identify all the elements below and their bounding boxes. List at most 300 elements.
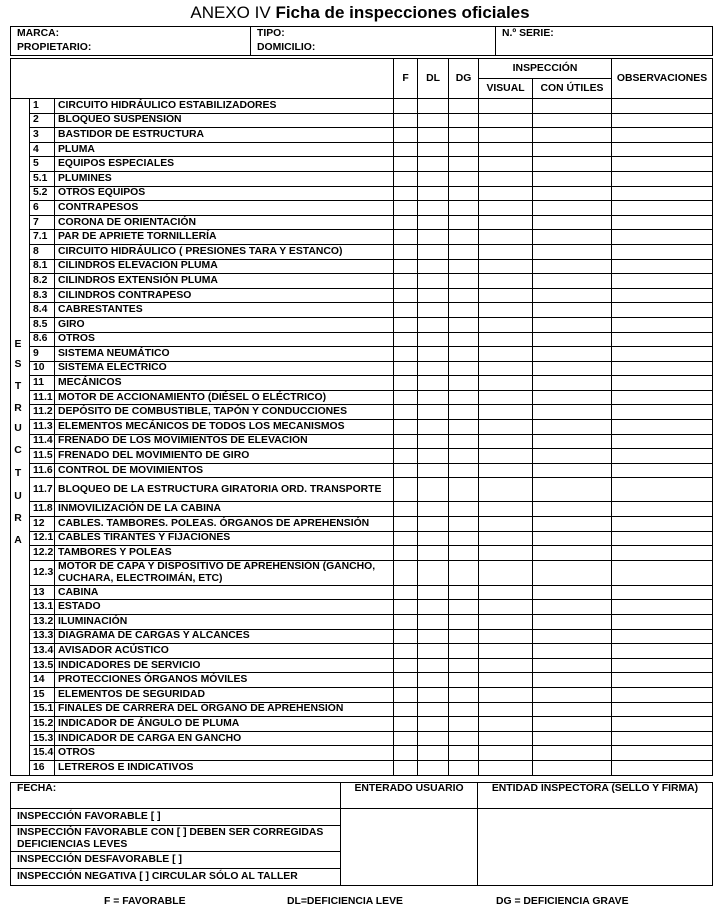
- check-con-utiles[interactable]: [533, 376, 612, 391]
- check-con-utiles[interactable]: [533, 760, 612, 775]
- check-dl[interactable]: [418, 274, 449, 289]
- side-cell: [11, 673, 30, 688]
- check-f[interactable]: [394, 332, 418, 347]
- observaciones-cell[interactable]: [612, 186, 713, 201]
- check-f[interactable]: [394, 600, 418, 615]
- check-dl[interactable]: [418, 361, 449, 376]
- check-con-utiles[interactable]: [533, 731, 612, 746]
- check-con-utiles[interactable]: [533, 546, 612, 561]
- observaciones-cell[interactable]: [612, 531, 713, 546]
- check-con-utiles[interactable]: [533, 746, 612, 761]
- check-dg[interactable]: [449, 731, 479, 746]
- check-con-utiles[interactable]: [533, 244, 612, 259]
- marca-field[interactable]: MARCA:: [11, 27, 251, 42]
- check-dg[interactable]: [449, 478, 479, 502]
- inspeccion-favorable-con[interactable]: INSPECCIÓN FAVORABLE CON [ ] DEBEN SER CORREGIDAS DEFICIENCIAS LEVES: [11, 826, 341, 852]
- check-visual[interactable]: [479, 230, 533, 245]
- check-f[interactable]: [394, 502, 418, 517]
- check-f[interactable]: [394, 644, 418, 659]
- check-con-utiles[interactable]: [533, 390, 612, 405]
- check-dl[interactable]: [418, 157, 449, 172]
- observaciones-cell[interactable]: [612, 600, 713, 615]
- check-dg[interactable]: [449, 463, 479, 478]
- check-visual[interactable]: [479, 244, 533, 259]
- check-f[interactable]: [394, 687, 418, 702]
- check-dl[interactable]: [418, 717, 449, 732]
- check-f[interactable]: [394, 463, 418, 478]
- check-dl[interactable]: [418, 230, 449, 245]
- check-visual[interactable]: [479, 113, 533, 128]
- check-dl[interactable]: [418, 644, 449, 659]
- check-visual[interactable]: [479, 361, 533, 376]
- observaciones-cell[interactable]: [612, 478, 713, 502]
- observaciones-cell[interactable]: [612, 347, 713, 362]
- observaciones-cell[interactable]: [612, 644, 713, 659]
- check-visual[interactable]: [479, 463, 533, 478]
- check-dl[interactable]: [418, 658, 449, 673]
- check-dl[interactable]: [418, 113, 449, 128]
- check-dg[interactable]: [449, 303, 479, 318]
- check-con-utiles[interactable]: [533, 361, 612, 376]
- item-number: 8.3: [30, 288, 55, 303]
- observaciones-cell[interactable]: [612, 390, 713, 405]
- check-visual[interactable]: [479, 303, 533, 318]
- observaciones-cell[interactable]: [612, 259, 713, 274]
- observaciones-cell[interactable]: [612, 215, 713, 230]
- observaciones-cell[interactable]: [612, 420, 713, 435]
- item-label: CABLES. TAMBORES. POLEAS. ÓRGANOS DE APREHENSIÓN: [55, 517, 394, 532]
- check-dl[interactable]: [418, 332, 449, 347]
- observaciones-cell[interactable]: [612, 317, 713, 332]
- check-dl[interactable]: [418, 434, 449, 449]
- check-con-utiles[interactable]: [533, 673, 612, 688]
- check-con-utiles[interactable]: [533, 405, 612, 420]
- observaciones-cell[interactable]: [612, 517, 713, 532]
- check-visual[interactable]: [479, 585, 533, 600]
- check-dl[interactable]: [418, 702, 449, 717]
- check-con-utiles[interactable]: [533, 113, 612, 128]
- check-con-utiles[interactable]: [533, 201, 612, 216]
- check-dg[interactable]: [449, 687, 479, 702]
- check-f[interactable]: [394, 405, 418, 420]
- check-visual[interactable]: [479, 420, 533, 435]
- check-visual[interactable]: [479, 405, 533, 420]
- check-dl[interactable]: [418, 502, 449, 517]
- check-f[interactable]: [394, 658, 418, 673]
- check-dl[interactable]: [418, 317, 449, 332]
- observaciones-cell[interactable]: [612, 142, 713, 157]
- check-visual[interactable]: [479, 746, 533, 761]
- check-f[interactable]: [394, 288, 418, 303]
- observaciones-cell[interactable]: [612, 585, 713, 600]
- check-dl[interactable]: [418, 478, 449, 502]
- observaciones-cell[interactable]: [612, 99, 713, 114]
- check-con-utiles[interactable]: [533, 99, 612, 114]
- check-dg[interactable]: [449, 288, 479, 303]
- check-visual[interactable]: [479, 717, 533, 732]
- entidad-stamp-box[interactable]: [478, 809, 713, 886]
- check-dg[interactable]: [449, 142, 479, 157]
- check-f[interactable]: [394, 517, 418, 532]
- item-label: CABINA: [55, 585, 394, 600]
- check-visual[interactable]: [479, 760, 533, 775]
- check-con-utiles[interactable]: [533, 502, 612, 517]
- check-dg[interactable]: [449, 99, 479, 114]
- check-visual[interactable]: [479, 546, 533, 561]
- check-dl[interactable]: [418, 449, 449, 464]
- check-f[interactable]: [394, 128, 418, 143]
- observaciones-cell[interactable]: [612, 702, 713, 717]
- tipo-field[interactable]: TIPO:: [251, 27, 496, 42]
- check-visual[interactable]: [479, 171, 533, 186]
- observaciones-cell[interactable]: [612, 274, 713, 289]
- check-con-utiles[interactable]: [533, 560, 612, 585]
- check-visual[interactable]: [479, 99, 533, 114]
- check-f[interactable]: [394, 746, 418, 761]
- observaciones-cell[interactable]: [612, 449, 713, 464]
- check-f[interactable]: [394, 230, 418, 245]
- check-dl[interactable]: [418, 99, 449, 114]
- check-f[interactable]: [394, 478, 418, 502]
- check-dg[interactable]: [449, 230, 479, 245]
- check-dl[interactable]: [418, 128, 449, 143]
- check-dl[interactable]: [418, 546, 449, 561]
- observaciones-cell[interactable]: [612, 546, 713, 561]
- check-dg[interactable]: [449, 760, 479, 775]
- check-visual[interactable]: [479, 644, 533, 659]
- check-dg[interactable]: [449, 347, 479, 362]
- observaciones-cell[interactable]: [612, 463, 713, 478]
- check-f[interactable]: [394, 347, 418, 362]
- check-con-utiles[interactable]: [533, 157, 612, 172]
- check-visual[interactable]: [479, 600, 533, 615]
- check-visual[interactable]: [479, 702, 533, 717]
- check-dg[interactable]: [449, 201, 479, 216]
- check-dg[interactable]: [449, 615, 479, 630]
- observaciones-cell[interactable]: [612, 201, 713, 216]
- check-dl[interactable]: [418, 376, 449, 391]
- observaciones-cell[interactable]: [612, 502, 713, 517]
- check-con-utiles[interactable]: [533, 259, 612, 274]
- observaciones-cell[interactable]: [612, 171, 713, 186]
- check-con-utiles[interactable]: [533, 186, 612, 201]
- check-dg[interactable]: [449, 434, 479, 449]
- check-f[interactable]: [394, 731, 418, 746]
- enterado-signature-box[interactable]: [341, 809, 478, 886]
- observaciones-cell[interactable]: [612, 434, 713, 449]
- check-f[interactable]: [394, 142, 418, 157]
- check-f[interactable]: [394, 673, 418, 688]
- check-dl[interactable]: [418, 171, 449, 186]
- check-visual[interactable]: [479, 186, 533, 201]
- serie-field[interactable]: N.º SERIE:: [496, 27, 713, 56]
- check-visual[interactable]: [479, 376, 533, 391]
- observaciones-cell[interactable]: [612, 673, 713, 688]
- check-dl[interactable]: [418, 288, 449, 303]
- check-f[interactable]: [394, 615, 418, 630]
- check-f[interactable]: [394, 434, 418, 449]
- check-dg[interactable]: [449, 215, 479, 230]
- observaciones-cell[interactable]: [612, 629, 713, 644]
- item-number: 8.4: [30, 303, 55, 318]
- check-dl[interactable]: [418, 615, 449, 630]
- check-con-utiles[interactable]: [533, 128, 612, 143]
- check-visual[interactable]: [479, 332, 533, 347]
- check-f[interactable]: [394, 157, 418, 172]
- observaciones-cell[interactable]: [612, 157, 713, 172]
- item-label: GIRO: [55, 317, 394, 332]
- check-dg[interactable]: [449, 274, 479, 289]
- check-visual[interactable]: [479, 128, 533, 143]
- check-f[interactable]: [394, 171, 418, 186]
- check-dg[interactable]: [449, 376, 479, 391]
- observaciones-cell[interactable]: [612, 615, 713, 630]
- check-f[interactable]: [394, 303, 418, 318]
- check-f[interactable]: [394, 531, 418, 546]
- check-con-utiles[interactable]: [533, 171, 612, 186]
- check-visual[interactable]: [479, 502, 533, 517]
- observaciones-cell[interactable]: [612, 731, 713, 746]
- check-dl[interactable]: [418, 560, 449, 585]
- col-observaciones: OBSERVACIONES: [612, 59, 713, 99]
- check-dl[interactable]: [418, 746, 449, 761]
- check-con-utiles[interactable]: [533, 274, 612, 289]
- observaciones-cell[interactable]: [612, 760, 713, 775]
- check-visual[interactable]: [479, 259, 533, 274]
- observaciones-cell[interactable]: [612, 113, 713, 128]
- check-visual[interactable]: [479, 142, 533, 157]
- check-con-utiles[interactable]: [533, 615, 612, 630]
- check-visual[interactable]: [479, 201, 533, 216]
- check-dg[interactable]: [449, 449, 479, 464]
- check-visual[interactable]: [479, 731, 533, 746]
- check-dg[interactable]: [449, 658, 479, 673]
- check-dg[interactable]: [449, 600, 479, 615]
- check-con-utiles[interactable]: [533, 230, 612, 245]
- check-dg[interactable]: [449, 420, 479, 435]
- check-dl[interactable]: [418, 420, 449, 435]
- check-dg[interactable]: [449, 560, 479, 585]
- check-f[interactable]: [394, 760, 418, 775]
- observaciones-cell[interactable]: [612, 230, 713, 245]
- check-dg[interactable]: [449, 317, 479, 332]
- check-visual[interactable]: [479, 215, 533, 230]
- check-con-utiles[interactable]: [533, 687, 612, 702]
- check-visual[interactable]: [479, 390, 533, 405]
- inspeccion-desfavorable[interactable]: INSPECCIÓN DESFAVORABLE [ ]: [11, 852, 341, 869]
- check-dg[interactable]: [449, 128, 479, 143]
- check-f[interactable]: [394, 274, 418, 289]
- check-con-utiles[interactable]: [533, 420, 612, 435]
- check-dg[interactable]: [449, 702, 479, 717]
- check-con-utiles[interactable]: [533, 288, 612, 303]
- check-dg[interactable]: [449, 673, 479, 688]
- check-dl[interactable]: [418, 687, 449, 702]
- check-dg[interactable]: [449, 502, 479, 517]
- check-dl[interactable]: [418, 463, 449, 478]
- check-f[interactable]: [394, 186, 418, 201]
- check-dl[interactable]: [418, 731, 449, 746]
- check-con-utiles[interactable]: [533, 434, 612, 449]
- check-visual[interactable]: [479, 531, 533, 546]
- observaciones-cell[interactable]: [612, 746, 713, 761]
- check-f[interactable]: [394, 585, 418, 600]
- propietario-field[interactable]: PROPIETARIO:: [11, 41, 251, 56]
- check-dl[interactable]: [418, 531, 449, 546]
- check-visual[interactable]: [479, 629, 533, 644]
- check-con-utiles[interactable]: [533, 644, 612, 659]
- check-dg[interactable]: [449, 629, 479, 644]
- observaciones-cell[interactable]: [612, 361, 713, 376]
- domicilio-field[interactable]: DOMICILIO:: [251, 41, 496, 56]
- check-dg[interactable]: [449, 186, 479, 201]
- item-number: 14: [30, 673, 55, 688]
- check-visual[interactable]: [479, 517, 533, 532]
- check-dg[interactable]: [449, 113, 479, 128]
- check-visual[interactable]: [479, 274, 533, 289]
- check-f[interactable]: [394, 361, 418, 376]
- check-dg[interactable]: [449, 171, 479, 186]
- check-dl[interactable]: [418, 673, 449, 688]
- check-con-utiles[interactable]: [533, 449, 612, 464]
- check-visual[interactable]: [479, 658, 533, 673]
- item-label: OTROS: [55, 332, 394, 347]
- side-cell: [11, 702, 30, 717]
- check-con-utiles[interactable]: [533, 478, 612, 502]
- check-dg[interactable]: [449, 259, 479, 274]
- check-visual[interactable]: [479, 347, 533, 362]
- legend-deficiencia-leve: DL=DEFICIENCIA LEVE: [287, 896, 403, 907]
- check-f[interactable]: [394, 560, 418, 585]
- check-visual[interactable]: [479, 478, 533, 502]
- check-con-utiles[interactable]: [533, 717, 612, 732]
- item-number: 11.4: [30, 434, 55, 449]
- check-dl[interactable]: [418, 303, 449, 318]
- check-f[interactable]: [394, 317, 418, 332]
- check-visual[interactable]: [479, 673, 533, 688]
- observaciones-cell[interactable]: [612, 332, 713, 347]
- item-number: 2: [30, 113, 55, 128]
- check-visual[interactable]: [479, 560, 533, 585]
- check-dg[interactable]: [449, 157, 479, 172]
- check-f[interactable]: [394, 717, 418, 732]
- observaciones-cell[interactable]: [612, 560, 713, 585]
- observaciones-cell[interactable]: [612, 687, 713, 702]
- check-con-utiles[interactable]: [533, 215, 612, 230]
- observaciones-cell[interactable]: [612, 717, 713, 732]
- check-con-utiles[interactable]: [533, 658, 612, 673]
- check-con-utiles[interactable]: [533, 585, 612, 600]
- inspeccion-favorable[interactable]: INSPECCIÓN FAVORABLE [ ]: [11, 809, 341, 826]
- check-con-utiles[interactable]: [533, 600, 612, 615]
- check-dg[interactable]: [449, 517, 479, 532]
- check-visual[interactable]: [479, 288, 533, 303]
- check-dl[interactable]: [418, 259, 449, 274]
- check-visual[interactable]: [479, 687, 533, 702]
- check-dl[interactable]: [418, 760, 449, 775]
- check-dl[interactable]: [418, 347, 449, 362]
- check-con-utiles[interactable]: [533, 629, 612, 644]
- check-dg[interactable]: [449, 585, 479, 600]
- observaciones-cell[interactable]: [612, 244, 713, 259]
- observaciones-cell[interactable]: [612, 376, 713, 391]
- check-dl[interactable]: [418, 585, 449, 600]
- check-con-utiles[interactable]: [533, 332, 612, 347]
- check-dl[interactable]: [418, 186, 449, 201]
- observaciones-cell[interactable]: [612, 658, 713, 673]
- check-f[interactable]: [394, 113, 418, 128]
- check-dl[interactable]: [418, 244, 449, 259]
- check-dl[interactable]: [418, 405, 449, 420]
- check-visual[interactable]: [479, 615, 533, 630]
- check-dl[interactable]: [418, 201, 449, 216]
- check-visual[interactable]: [479, 157, 533, 172]
- check-con-utiles[interactable]: [533, 517, 612, 532]
- check-dg[interactable]: [449, 546, 479, 561]
- check-dg[interactable]: [449, 717, 479, 732]
- check-dg[interactable]: [449, 390, 479, 405]
- check-f[interactable]: [394, 546, 418, 561]
- table-row: [11, 201, 713, 216]
- check-f[interactable]: [394, 376, 418, 391]
- check-f[interactable]: [394, 702, 418, 717]
- check-con-utiles[interactable]: [533, 303, 612, 318]
- check-dg[interactable]: [449, 361, 479, 376]
- check-visual[interactable]: [479, 317, 533, 332]
- check-f[interactable]: [394, 390, 418, 405]
- observaciones-cell[interactable]: [612, 405, 713, 420]
- item-number: 8: [30, 244, 55, 259]
- check-f[interactable]: [394, 449, 418, 464]
- check-con-utiles[interactable]: [533, 142, 612, 157]
- check-f[interactable]: [394, 420, 418, 435]
- check-dg[interactable]: [449, 644, 479, 659]
- check-dg[interactable]: [449, 405, 479, 420]
- check-f[interactable]: [394, 215, 418, 230]
- check-dl[interactable]: [418, 517, 449, 532]
- check-f[interactable]: [394, 629, 418, 644]
- check-dg[interactable]: [449, 244, 479, 259]
- check-dl[interactable]: [418, 142, 449, 157]
- check-con-utiles[interactable]: [533, 702, 612, 717]
- check-visual[interactable]: [479, 449, 533, 464]
- item-number: 8.6: [30, 332, 55, 347]
- check-con-utiles[interactable]: [533, 317, 612, 332]
- check-con-utiles[interactable]: [533, 463, 612, 478]
- check-dl[interactable]: [418, 215, 449, 230]
- check-dl[interactable]: [418, 600, 449, 615]
- table-row: [11, 142, 713, 157]
- check-visual[interactable]: [479, 434, 533, 449]
- observaciones-cell[interactable]: [612, 128, 713, 143]
- inspeccion-negativa[interactable]: INSPECCIÓN NEGATIVA [ ] CIRCULAR SÓLO AL TALLER: [11, 869, 341, 886]
- check-dl[interactable]: [418, 629, 449, 644]
- check-con-utiles[interactable]: [533, 347, 612, 362]
- observaciones-cell[interactable]: [612, 303, 713, 318]
- check-f[interactable]: [394, 259, 418, 274]
- check-dg[interactable]: [449, 332, 479, 347]
- item-number: 15.2: [30, 717, 55, 732]
- check-f[interactable]: [394, 244, 418, 259]
- check-dg[interactable]: [449, 746, 479, 761]
- check-dl[interactable]: [418, 390, 449, 405]
- check-f[interactable]: [394, 99, 418, 114]
- fecha-field[interactable]: FECHA:: [11, 783, 341, 809]
- check-dg[interactable]: [449, 531, 479, 546]
- check-f[interactable]: [394, 201, 418, 216]
- observaciones-cell[interactable]: [612, 288, 713, 303]
- check-con-utiles[interactable]: [533, 531, 612, 546]
